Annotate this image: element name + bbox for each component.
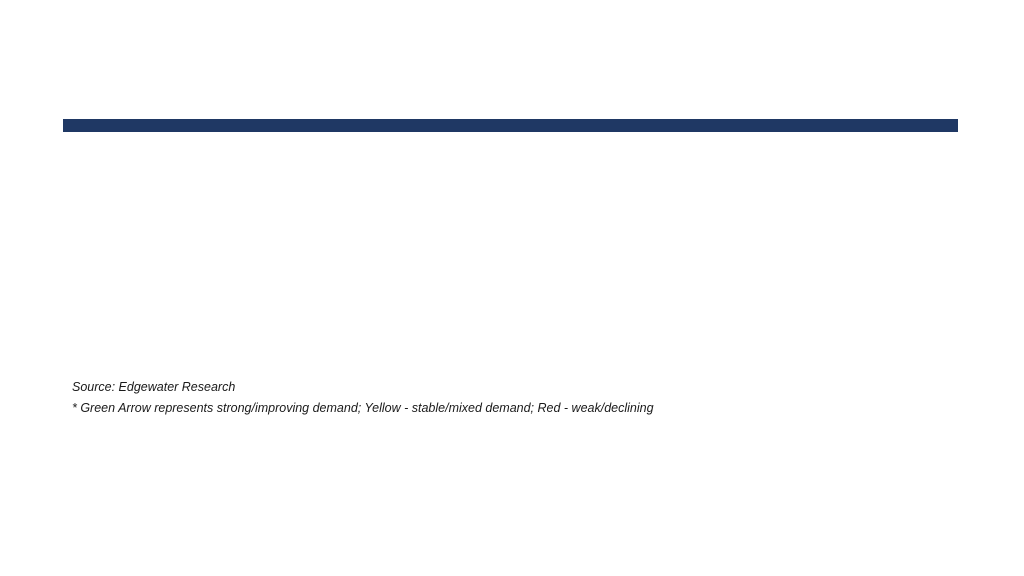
title-bar: [63, 119, 958, 132]
legend-note: * Green Arrow represents strong/improving demand; Yellow - stable/mixed demand; Red - weak/declining: [72, 401, 654, 415]
source-note: Source: Edgewater Research: [72, 380, 236, 394]
